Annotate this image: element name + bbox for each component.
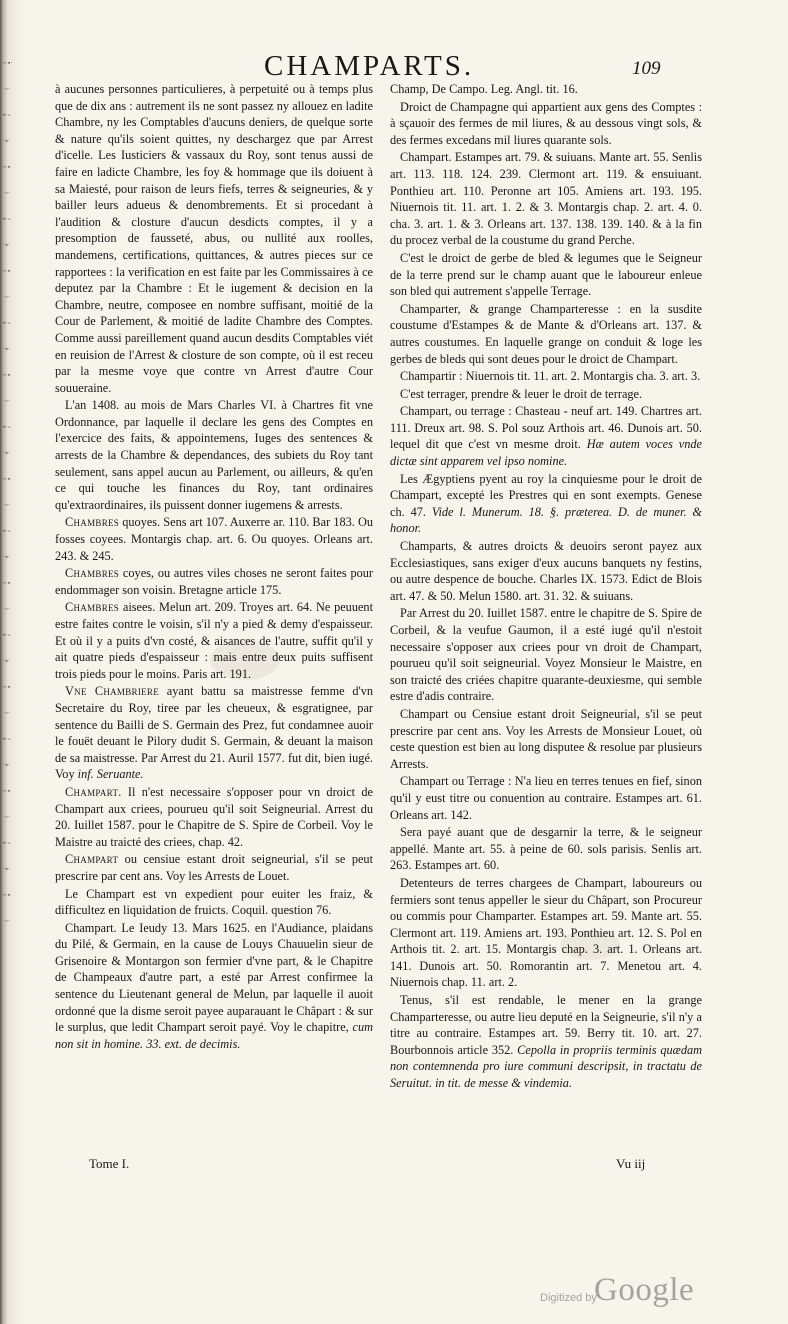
- entry-text: aisees. Melun art. 209. Troyes art. 64. Ne peuuent estre faites contre le voisin, s'il n'y a pied & demy d'espaisseur. Et où il y a puits d'vn costé, & aisances de l'autre, suffit qu'il y ait quatre pieds d'espaisseur : mais entre deux puits suffisent trois pieds pour le moins. Paris art. 191.: [55, 600, 373, 681]
- entry-citation: Hæ autem voces vnde dictæ sint appareт vel ipso nomine.: [390, 437, 702, 469]
- entry-text: Champart, ou terrage : Chasteau - neuf art. 149. Chartres art. 111. Dreux art. 98. S. Pol souz Arthois art. 46. Dunois art. 50. lequel dit que c'est vn mesme droit.: [390, 404, 702, 452]
- paragraph: Champarts, & autres droicts & deuoirs seront payez aux Ecclesiastiques, sans exiger d'eux aucuns banquets ny festins, ou autre despence de bouche. Charles IX. 1573. Edict de Blois art. 47. & 50. Melun 1580. art. 31. 32. & suiuans.: [390, 539, 702, 603]
- entry-chambres-coyes: [55, 565, 373, 598]
- entry-headword: Vne Chambriere: [65, 684, 160, 699]
- paragraph: Champart. Estampes art. 79. & suiuans. Mante art. 55. Senlis art. 113. 118. 124. 239. Clermont art. 119. & ensuiuant. Ponthieu art. 110. Peronne art 105. Amiens art. 193. 195. Niuernois tit. 11. art. 1. 2. & 3. Montargis chap. 2. art. 4. 0. cha. 3. art. 1. & 3. Orleans art. 137. 138. 139. 140. & à la fin du procez verbal de la coustume du grand Perche.: [390, 150, 702, 248]
- entry-chambriere: [55, 683, 373, 783]
- paragraph: Champarter, & grange Champarteresse : en la susdite coustume d'Estampes & de Mante & d'Orleans art. 137. & autres coustumes. En laquelle grange on conduit & loge les gerbes de bleds qui sont deues pour le droict de Champart.: [390, 301, 702, 366]
- entry-champart-censiue: [55, 851, 373, 884]
- entry-chambres-quoyes: [55, 514, 373, 564]
- paragraph: Champ, De Campo. Leg. Angl. tit. 16.: [390, 82, 578, 96]
- entry-text: Les Ægyptiens pyent au roy la cinquiesme pour le droit de Champart, excepté les Prestres qui en sont exempts. Genese ch. 47.: [390, 471, 702, 519]
- entry-headword: Champart.: [65, 784, 122, 799]
- page-number: 109: [632, 58, 661, 79]
- page-footer: [0, 1156, 788, 1180]
- entry-headword: Chambres: [65, 600, 120, 615]
- volume-label: Tome I.: [89, 1156, 130, 1171]
- entry-text: ou censiue estant droit seigneurial, s'il se peut prescrire par cent ans. Voy les Arrests de Louet.: [55, 852, 373, 883]
- paragraph: Champartir : Niuernois tit. 11. art. 2. Montargis cha. 3. art. 3.: [400, 369, 701, 384]
- paragraph: Par Arrest du 20. Iuillet 1587. entre le chapitre de S. Spire de Corbeil, & la veufue Gaumon, il a esté iugé qu'il n'estoit necessaire s'opposer aux criees pour vn droit de Champart, pourueu qu'il soit seigneurial. Voyez Monsieur le Maistre, en son traicté des criées chapitre quarante-deuxiesme, qui semble estre d'adis contraire.: [390, 606, 702, 704]
- paragraph: Droict de Champagne qui appartient aux gens des Comptes : à sçauoir des fermes de mil liures, & au dessous vingt sols, & des fermes excedans mil liures quarante sols.: [390, 99, 702, 147]
- entry-champart: [55, 784, 373, 850]
- entry-champart-arrest: [55, 920, 373, 1053]
- bleed-through-marks: ▫·▪· ·▫· ▪·▫ ·▪· ▫·▪ ·▫· ▪·▫ ·▪· ▫·▪ ·▫· ▪·▫ ·▪· ▫·▪ ·▫· ▪·▫ ·▪· ▫·▪ ·▫· ▪·▫ ·▪· ▫·▪ ·▫· ▪·▫ ·▪· ▫·▪ ·▫· ▪·▫ ·▪· ▫·▪ ·▫· ▪·▫ ·▪· ▫·▪ ·▫·: [3, 59, 13, 925]
- entry-text: ayant battu sa maistresse femme d'vn Secretaire du Roy, tiree par les cheueux, & esgratignee, par sentence du Bailli de S. Germain des Prez, fut condamnee auoir le fouët deuant le Pilory dudit S. Germain, & deuant la maison de sa maistresse. Par Arrest du 21. Auril 1577. fut dit, bien iugé. Voy: [55, 684, 373, 782]
- entry-headword: Champart: [65, 852, 119, 867]
- entry-citation: Cepolla in propriis terminis quædam non contemnenda pro iure communi descripsit, in tractatu de Seruitut. in tit. de messe & vindemia.: [390, 1042, 702, 1091]
- paragraph: Champart ou Terrage : N'a lieu en terres tenues en fief, sinon qu'il y eust titre ou conuention au contraire. Estampes art. 61. Orleans art. 142.: [390, 774, 702, 822]
- paragraph: Le Champart est vn expedient pour euiter les fraiz, & difficultez en liquidation de fruicts. Coquil. question 76.: [55, 886, 373, 918]
- page-gutter-shadow: [0, 0, 30, 1324]
- left-column: [55, 81, 373, 1053]
- google-logo: Google: [594, 1272, 695, 1308]
- paragraph: [390, 403, 702, 469]
- entry-text: Il n'est necessaire s'opposer pour vn droict de Champart aux criees, pourueu qu'il soit Seigneurial. Arrest du 20. Iuillet 1587. pour le Chapitre de S. Spire de Corbeil. Voy le Maistre au traicté des criees, chap. 42.: [55, 784, 373, 849]
- entry-headword: Chambres: [65, 566, 120, 581]
- entry-citation: cum non sit in homine. 33. ext. de decimis.: [55, 1020, 373, 1051]
- entry-headword: Chambres: [65, 515, 120, 530]
- entry-citation: Vide l. Munerum. 18. §. præterea. D. de muner. & honor.: [390, 504, 702, 536]
- paragraph: [390, 471, 702, 537]
- paragraph: C'est le droict de gerbe de bled & legumes que le Seigneur de la terre prend sur le champ auant que le laboureur enleue son bled qui autrement s'appelle Terrage.: [390, 250, 702, 299]
- right-column: [390, 81, 702, 1093]
- watermark-prefix: Digitized by: [540, 1292, 597, 1304]
- entry-chambres-aisees: [55, 599, 373, 682]
- entry-crossref: inf. Seruante.: [77, 767, 144, 782]
- signature-mark: Vu iij: [616, 1156, 646, 1171]
- paragraph: Champart ou Censiue estant droit Seigneurial, s'il se peut prescrire par cent ans. Voy les Arrests de Monsieur Louet, où ceste question est bien au long disputee & resolue par plusieurs Arrests.: [390, 706, 702, 771]
- paragraph: C'est terrager, prendre & leuer le droit de terrage.: [400, 386, 643, 401]
- running-title: CHAMPARTS.: [264, 50, 475, 82]
- entry-text: Tenus, s'il est rendable, le mener en la grange Champarteresse, ou autre lieu deputé en la Seigneurie, s'il n'y a titre au contraire. Estampes art. 59. Berry tit. 10. art. 27. Bourbonnois article 352.: [390, 993, 702, 1057]
- paragraph: [390, 992, 702, 1092]
- paragraph: L'an 1408. au mois de Mars Charles VI. à Chartres fit vne Ordonnance, par laquelle il declare les gens des Comptes en l'exercice des faits, & appointemens, Iuges des sentences & arrests de la Chambre & dependances, des subiets du Roy tant seulement, sans appel aucun au Parlement, ou ailleurs, & qu'en ce qui touche les finances du Roy, tant ordinaires qu'extraordinaires, ils puissent donner iugemens & arrests.: [55, 398, 373, 512]
- entry-text: quoyes. Sens art 107. Auxerre ar. 110. Bar 183. Ou fosses coyees. Montargis chap. art. 6. Ou quoyes. Orleans art. 243. & 245.: [55, 515, 373, 563]
- entry-text: Champart. Le Ieudy 13. Mars 1625. en l'Audiance, plaidans du Pilé, & Germain, en la cause de Louys Chauuelin sieur de Grisenoire & Montargon son fermier d'vne part, & le Chapitre de Champeaux d'autre part, a esté par Arrest confirmee la sentence du Lieutenant general de Melun, par laquelle il auoit ordonné que la disme seroit payee auparauant le Châpart : & sur le surplus, que ledit Champart seroit payé. Voy le chapitre,: [55, 920, 373, 1035]
- digitization-watermark: [540, 1272, 720, 1312]
- paragraph: Detenteurs de terres chargees de Champart, laboureurs ou fermiers sont tenus appeller le sieur du Châpart, son Procureur ou commis pour Champarter. Estampes art. 59. Mante art. 55. Clermont art. 119. Amiens art. 193. Ponthieu art. 12. S. Pol en Arthois tit. 2. art. 15. Montargis chap. 3. art. 1. Orleans art. 141. Dunois art. 50. Romorantin art. 7. Menetou art. 4. Niuernois chap. 11. art. 2.: [390, 875, 702, 990]
- paragraph: à aucunes personnes particulieres, à perpetuité ou à temps plus que de dix ans : autrement ils ne sont passez ny allouez en ladite Chambre, ny les Comptables d'aucuns deniers, de quelque sorte & nature qu'ils soient quittes, ny deschargez que par Arrest d'icelle. Les Iusticiers & vassaux du Roy, sont tenus aussi de faire en ladicte Chambre, les foy & hommage que ils doiuent à sa Maiesté, pour raison de leurs fiefs, terres & seigneuries, & y bailler leurs adueus & denombrements. Et si procedant à l'audition & closture d'aucun desdicts comptes, il y a presomption de fausseté, abus, ou nullité aux roolles, mandemens, certifications, quittances, & autres pieces sur ce rapportees : la verification en est faite par les Commissaires à ce deputez par la Chambre : Et le iugement & decision en la Chambre, neutre, composee en nombre suffisant, moitié de la Cour de Parlement, & moitié de ladite Chambre des Comptes. Comme aussi pareillement quand aucun desdits Comptables viét en reuision de l'Arrest & closture de son compte, où il est receu par la mesme voye que contre vn Arrest d'autre Cour souueraine.: [55, 82, 373, 395]
- paragraph: Sera payé auant que de desgarnir la terre, & le seigneur appellé. Mante art. 55. à peine de 60. sols parisis. Senlis art. 263. Estampes art. 60.: [390, 825, 702, 873]
- entry-text: coyes, ou autres viles choses ne seront faites pour endommager son voisin. Bretagne article 175.: [55, 566, 373, 597]
